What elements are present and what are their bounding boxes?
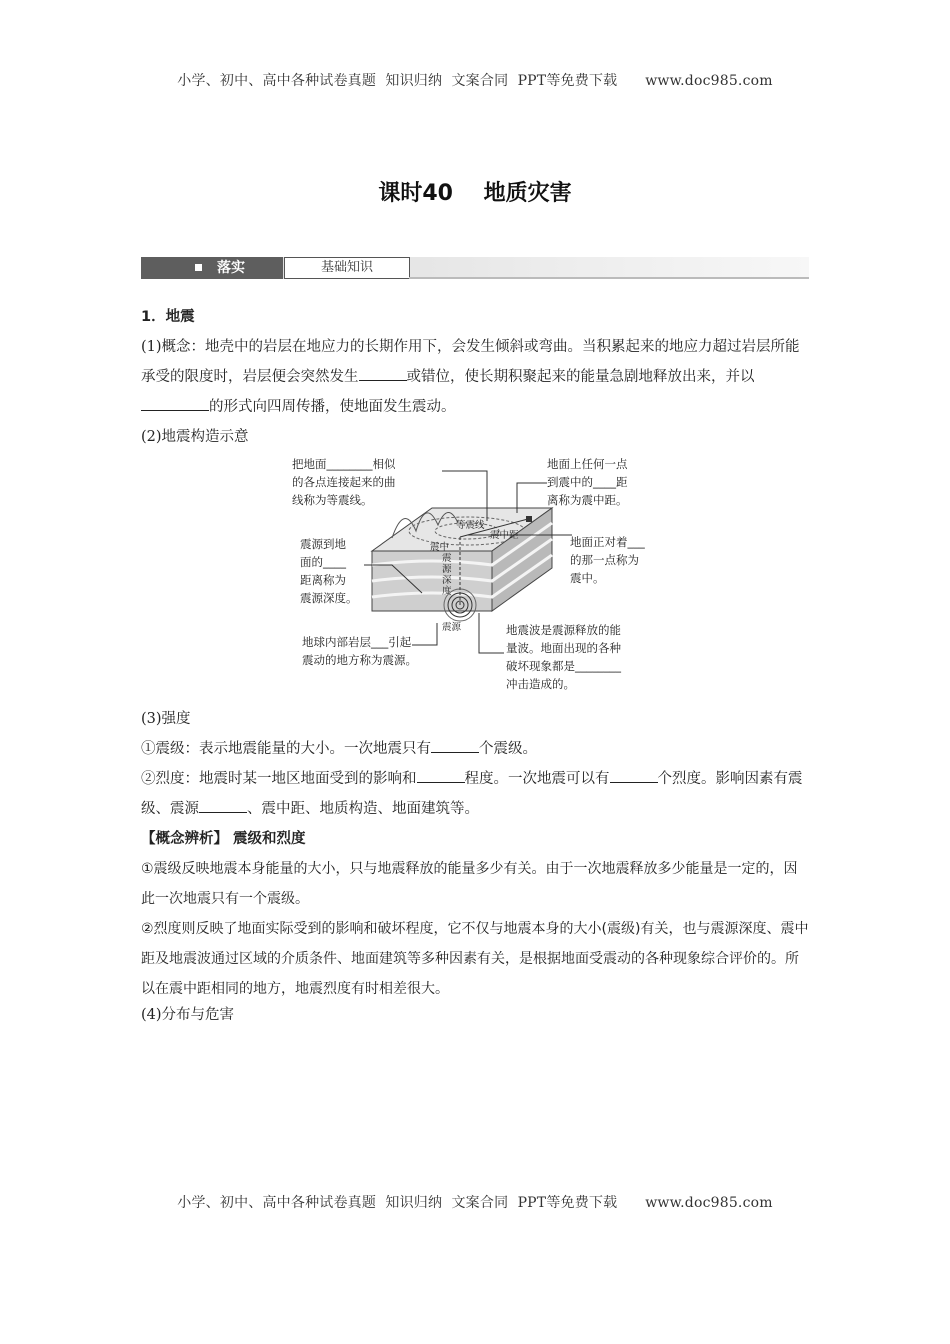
- label-focal-depth: 震源到地 面的____ 距离称为 震源深度。: [300, 537, 358, 605]
- intensity-item: [141, 764, 811, 824]
- concept-text-b: 或错位，使长期积聚起来的能量急剧地释放出来，并以: [406, 369, 755, 385]
- label-isoseismal: 把地面________相似 的各点连接起来的曲 线称为等震线。: [292, 457, 396, 507]
- intensity-text-c: 个烈度。影响因素有震级、震源: [141, 771, 803, 817]
- distribution-heading: (4)分布与危害: [141, 1007, 235, 1023]
- page-footer: 小学、初中、高中各种试卷真题 知识归纳 文案合同 PPT等免费下载 www.doc985.com: [177, 1195, 773, 1211]
- magnitude-text-b: 个震级。: [479, 741, 537, 757]
- earthquake-structure-diagram: [292, 453, 672, 701]
- inner-label-focus: 震源: [442, 622, 462, 633]
- concept-text-c: 的形式向四周传播，使地面发生震动。: [209, 399, 456, 415]
- intensity-text-a: ②烈度：地震时某一地区地面受到的影响和: [141, 771, 417, 787]
- blank-fill-4: [417, 767, 465, 783]
- page-title: 课时40 地质灾害: [378, 181, 572, 206]
- section-heading-earthquake: 1．地震: [141, 309, 195, 325]
- epicenter-point-marker: [526, 516, 532, 522]
- blank-fill-2: [141, 395, 209, 411]
- magnitude-item: [141, 734, 811, 764]
- concept-analysis-p1: ①震级反映地震本身能量的大小，只与地震释放的能量多少有关。由于一次地震释放多少能量是一定的，因此一次地震只有一个震级。: [141, 861, 798, 907]
- inner-label-distance: 震中距: [490, 530, 519, 541]
- banner-dark-block: [141, 257, 283, 279]
- intensity-heading: (3)强度: [141, 711, 191, 727]
- inner-label-depth: 震 源 深 度: [442, 553, 452, 597]
- label-epicentral-distance: 地面上任何一点 到震中的____距 离称为震中距。: [547, 457, 628, 507]
- inner-label-isoseismal: 等震线: [456, 520, 485, 531]
- blank-fill-1: [359, 365, 407, 381]
- blank-fill-5: [610, 767, 658, 783]
- intensity-text-d: 、震中距、地质构造、地面建筑等。: [247, 801, 479, 817]
- concept-analysis-p2: ②烈度则反映了地面实际受到的影响和破坏程度，它不仅与地震本身的大小(震级)有关，也与震源深度、震中距及地震波通过区域的介质条件、地面建筑等多种因素有关，是根据地面受震动的各种现象综合评价的。所以在震中距相同的地方，地震烈度有时相差很大。: [141, 921, 809, 997]
- magnitude-text-a: ①震级：表示地震能量的大小。一次地震只有: [141, 741, 431, 757]
- blank-fill-3: [431, 737, 479, 753]
- intensity-text-b: 程度。一次地震可以有: [464, 771, 610, 787]
- banner-tab-label: 基础知识: [284, 257, 410, 279]
- page-header: 小学、初中、高中各种试卷真题 知识归纳 文案合同 PPT等免费下载 www.doc985.com: [177, 73, 773, 89]
- blank-fill-6: [199, 797, 247, 813]
- leader-wave: [479, 613, 504, 653]
- inner-label-epicenter: 震中: [430, 542, 450, 553]
- concept-text-a: (1)概念：地壳中的岩层在地应力的长期作用下，会发生倾斜或弯曲。当积累起来的地应力超过岩层所能承受的限度时，岩层便会突然发生: [141, 339, 800, 385]
- label-seismic-wave: 地震波是震源释放的能 量波。地面出现的各种 破坏现象都是________ 冲击造成的。: [506, 623, 621, 691]
- banner-rule: [409, 277, 809, 279]
- section-banner: [141, 257, 809, 279]
- label-focus: 地球内部岩层___引起 震动的地方称为震源。: [302, 635, 417, 667]
- structure-heading: (2)地震构造示意: [141, 429, 249, 445]
- banner-dark-label: 落实: [217, 260, 245, 276]
- concept-paragraph: [141, 332, 811, 422]
- square-bullet-icon: [195, 264, 202, 271]
- concept-analysis-heading: 【概念辨析】 震级和烈度: [141, 831, 306, 847]
- label-epicenter: 地面正对着___ 的那一点称为 震中。: [570, 535, 645, 585]
